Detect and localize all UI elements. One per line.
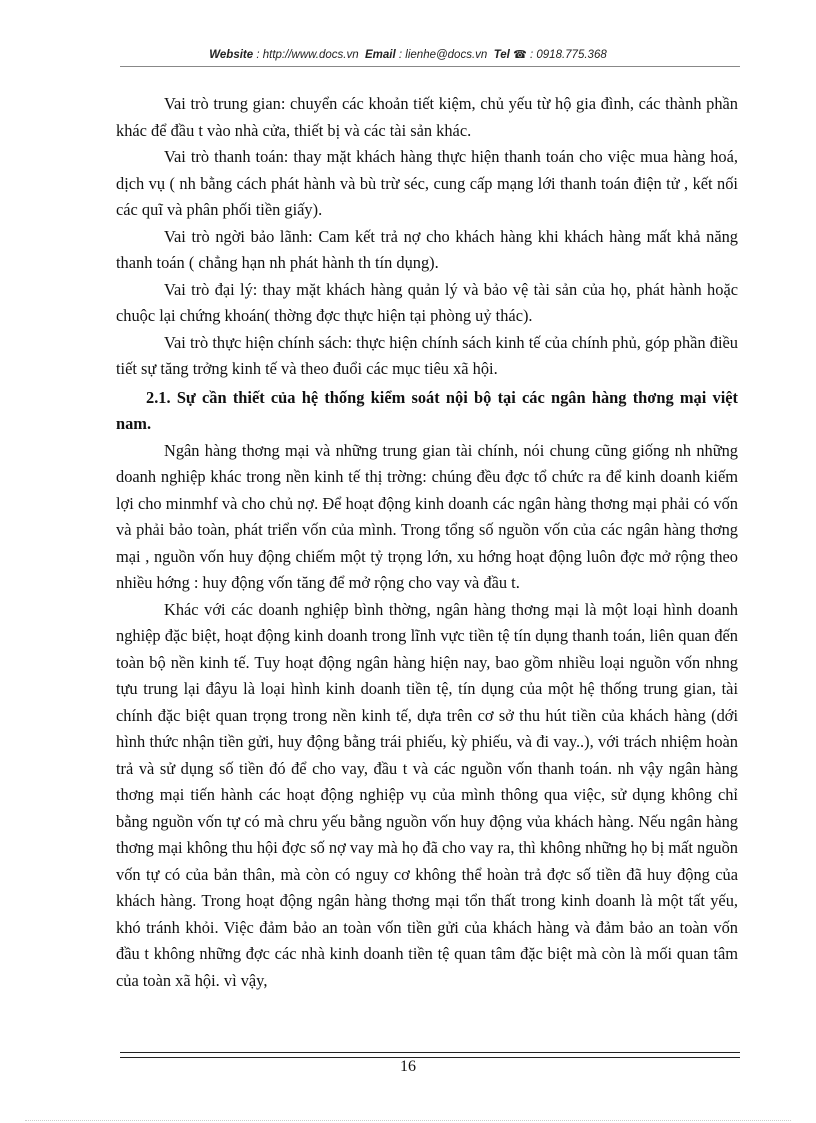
tel-number: : 0918.775.368 bbox=[526, 49, 607, 61]
header-divider bbox=[120, 66, 740, 67]
email-label: Email bbox=[365, 49, 396, 61]
email-address[interactable]: lienhe@docs.vn bbox=[405, 49, 488, 61]
phone-icon: ☎ bbox=[513, 49, 527, 61]
page-number: 16 bbox=[400, 1058, 416, 1075]
paragraph-guarantor-role: Vai trò ngời bảo lãnh: Cam kết trả nợ cho khách hàng khi khách hàng mất khả năng thanh toán ( chẳng hạn nh phát hành th tín dụng). bbox=[116, 226, 738, 272]
paragraph-policy-role: Vai trò thực hiện chính sách: thực hiện chính sách kinh tế của chính phủ, góp phần điều tiết sự tăng trởng kinh tế và theo đuổi các mục tiêu xã hội. bbox=[116, 332, 738, 378]
email-separator: : bbox=[395, 49, 406, 61]
paragraph-payment-role: Vai trò thanh toán: thay mặt khách hàng thực hiện thanh toán cho việc mua hàng hoá, dịch vụ ( nh bằng cách phát hành và bù trừ séc, cung cấp mạng lới thanh toán điện tử , kết nối các quĩ và phân phối tiền giấy). bbox=[116, 147, 738, 219]
paragraph-bank-capital: Ngân hàng thơng mại và những trung gian tài chính, nói chung cũng giống nh những doanh nghiệp khác trong nền kinh tế thị trờng: chúng đều đợc tổ chức ra để kinh doanh kiếm lợi cho minmhf và cho chủ nợ. Để hoạt động kinh doanh các ngân hàng thơng mại phải có vốn và phải bảo toàn, phát triển vốn của mình. Trong tổng số nguồn vốn của các ngân hàng thơng mại , nguồn vốn huy động chiếm một tỷ trọng lớn, xu hớng hoạt động luôn đợc mở rộng theo nhiều hớng : huy động vốn tăng để mở rộng cho vay và đầu t. bbox=[116, 440, 738, 592]
website-url[interactable]: http://www.docs.vn bbox=[262, 49, 359, 61]
document-body bbox=[116, 91, 738, 994]
page-header bbox=[0, 48, 816, 61]
page-edge-line bbox=[25, 1120, 791, 1121]
paragraph-intermediary-role: Vai trò trung gian: chuyển các khoản tiết kiệm, chủ yếu từ hộ gia đình, các thành phần khác để đầu t vào nhà cửa, thiết bị và các tài sản khác. bbox=[116, 94, 738, 140]
website-label: Website bbox=[209, 49, 254, 61]
website-separator: : bbox=[253, 49, 263, 61]
paragraph-bank-specifics: Khác với các doanh nghiệp bình thờng, ngân hàng thơng mại là một loại hình doanh nghiệp đặc biệt, hoạt động kinh doanh trong lĩnh vực tiền tệ tín dụng thanh toán, liên quan đến toàn bộ nền kinh tế. Tuy hoạt động ngân hàng hiện nay, bao gồm nhiều loại nguồn vốn nhng tựu trung lại đâyu là loại hình kinh doanh tiền tệ, tín dụng của một hệ thống trung gian, tài chính đặc biệt quan trọng trong nền kinh tế, dựa trên cơ sở thu hút tiền của khách hàng (dới hình thức nhận tiền gửi, huy động bằng trái phiếu, kỳ phiếu, và đi vay..), với trách nhiệm hoàn trả và sử dụng số tiền đó để cho vay, đầu t và các nguồn vốn thanh toán. nh vậy ngân hàng thơng mại tiến hành các hoạt động nghiệp vụ của mình thông qua việc, sử dụng không chỉ bằng nguồn vốn tự có mà chru yếu bằng nguồn vốn huy động vủa khách hàng. Nếu ngân hàng thơng mại không thu hội đợc số nợ vay mà họ đã cho vay ra, thì không những họ bị mất nguồn vốn tự có của bản thân, mà còn có nguy cơ không thể hoàn trả đợc số tiền đã huy động của khách hàng. Trong hoạt động ngân hàng thơng mại tổn thất trong kinh doanh là một tất yếu, khó tránh khỏi. Việc đảm bảo an toàn vốn tiền gửi của khách hàng và đảm bảo an toàn vốn đầu t không những đợc các nhà kinh doanh tiền tệ quan tâm đặc biệt mà còn là mối quan tâm của toàn xã hội. vì vậy, bbox=[116, 599, 738, 990]
paragraph-agent-role: Vai trò đại lý: thay mặt khách hàng quản lý và bảo vệ tài sản của họ, phát hành hoặc chuộc lại chứng khoán( thờng đợc thực hiện tại phòng uỷ thác). bbox=[116, 279, 738, 325]
tel-label: Tel bbox=[493, 49, 510, 61]
section-heading: 2.1. Sự cần thiết của hệ thống kiểm soát nội bộ tại các ngân hàng thơng mại việt nam. bbox=[116, 387, 738, 433]
